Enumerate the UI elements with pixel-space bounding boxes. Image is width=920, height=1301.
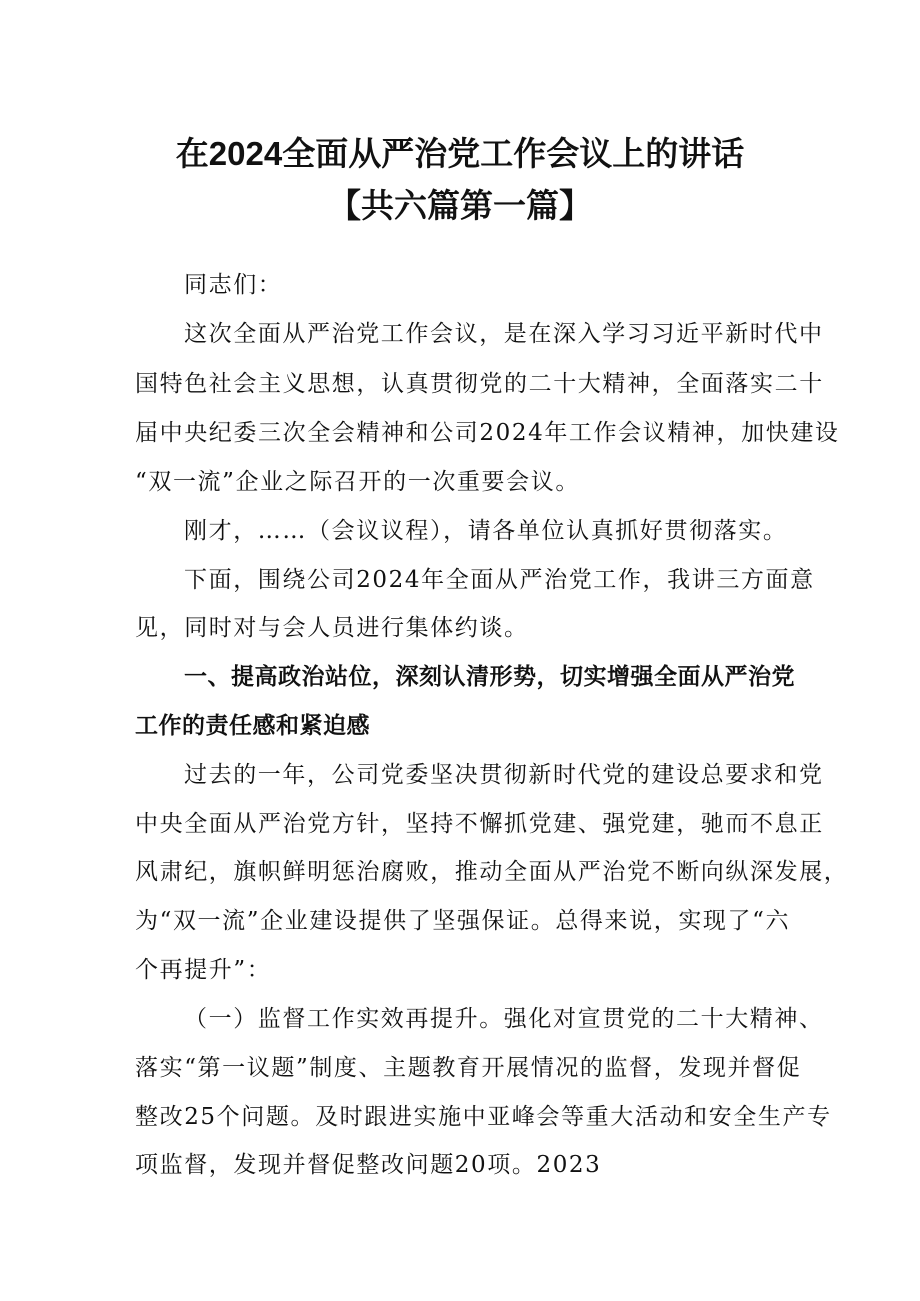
section-heading: 工作的责任感和紧迫感 bbox=[135, 713, 370, 739]
paragraph-line: 中央全面从严治党方针，坚持不懈抓党建、强党建，驰而不息正 bbox=[135, 811, 824, 837]
title-year: 2024 bbox=[208, 135, 283, 172]
paragraph-line: 刚才，……（会议议程），请各单位认真抓好贯彻落实。 bbox=[184, 518, 788, 544]
paragraph-line: 为“双一流”企业建设提供了坚强保证。总得来说，实现了“六 bbox=[135, 908, 791, 934]
title-suffix: 全面从严治党工作会议上的讲话 bbox=[282, 134, 745, 173]
document-title bbox=[0, 134, 920, 174]
paragraph-line: “双一流”企业之际召开的一次重要会议。 bbox=[135, 469, 580, 495]
title-prefix: 在 bbox=[175, 134, 209, 173]
paragraph-line: 风肃纪，旗帜鲜明惩治腐败，推动全面从严治党不断向纵深发展， bbox=[135, 859, 849, 885]
paragraph-line: 落实“第一议题”制度、主题教育开展情况的监督，发现并督促 bbox=[135, 1055, 802, 1081]
paragraph-line: 个再提升”： bbox=[135, 957, 272, 983]
paragraph-line: 见，同时对与会人员进行集体约谈。 bbox=[135, 615, 529, 641]
paragraph-line: 这次全面从严治党工作会议，是在深入学习习近平新时代中 bbox=[184, 321, 824, 347]
paragraph-line: 下面，围绕公司2024年全面从严治党工作，我讲三方面意 bbox=[184, 567, 815, 593]
section-heading: 一、提高政治站位，深刻认清形势，切实增强全面从严治党 bbox=[184, 664, 795, 690]
paragraph-line: 届中央纪委三次全会精神和公司2024年工作会议精神，加快建设 bbox=[135, 420, 840, 446]
paragraph-line: （一）监督工作实效再提升。强化对宣贯党的二十大精神、 bbox=[184, 1006, 824, 1032]
paragraph-line: 整改25个问题。及时跟进实施中亚峰会等重大活动和安全生产专 bbox=[135, 1104, 832, 1130]
paragraph-line: 过去的一年，公司党委坚决贯彻新时代党的建设总要求和党 bbox=[184, 762, 824, 788]
document-subtitle: 【共六篇第一篇】 bbox=[328, 186, 592, 225]
paragraph-line: 国特色社会主义思想，认真贯彻党的二十大精神，全面落实二十 bbox=[135, 371, 824, 397]
paragraph-line: 项监督，发现并督促整改问题20项。2023 bbox=[135, 1152, 602, 1178]
salutation: 同志们： bbox=[184, 272, 283, 298]
